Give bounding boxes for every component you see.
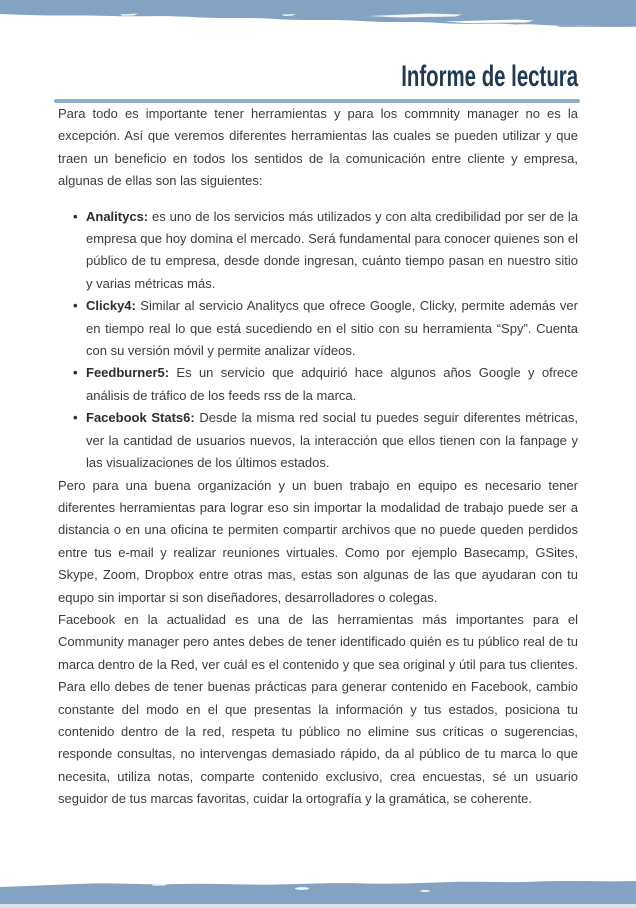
- list-item: [58, 362, 578, 407]
- page-bottom-edge: [0, 904, 636, 908]
- tool-description: Es un servicio que adquirió hace algunos años Google y ofrece análisis de tráfico de los feeds rss de la marca.: [86, 365, 578, 403]
- page-title: Informe de lectura: [401, 60, 578, 93]
- tool-name: Clicky4:: [86, 298, 136, 314]
- title-row: [58, 62, 578, 92]
- bullet-marker: •: [73, 298, 78, 314]
- tool-name: Analitycs:: [86, 208, 149, 224]
- tool-description: es uno de los servicios más utilizados y con alta credibilidad por ser de la empresa que hoy domina el mercado. Será fundamental para conocer quienes son el público de tu empresa, desde donde ingresan, cuánto tiempo pasan en nuestro sitio y varias métricas más.: [86, 208, 578, 291]
- tool-name: Feedburner5:: [86, 365, 170, 381]
- bullet-marker: •: [73, 365, 78, 381]
- bottom-brush-band: [0, 880, 636, 908]
- brush-stroke-graphic: [0, 880, 636, 908]
- tool-description: Similar al servicio Analitycs que ofrece Google, Clicky, permite además ver en tiempo real lo que está sucediendo en el sitio con su herramienta “Spy”. Cuenta con su versión móvil y permite analizar vídeos.: [86, 298, 578, 359]
- teamwork-paragraph: Pero para una buena organización y un buen trabajo en equipo es necesario tener diferentes herramientas para lograr eso sin importar la modalidad de trabajo puede ser a distancia o en una oficina te permiten compartir archivos que no puede queden perdidos entre tus e-mail y realizar reuniones virtuales. Como por ejemplo Basecamp, GSites, Skype, Zoom, Dropbox entre otras mas, estas son algunas de las que ayudaran con tu equpo sin importar si son diseñadores, desarrolladores o colegas.: [58, 477, 578, 605]
- tool-name: Facebook Stats6:: [86, 410, 195, 426]
- bullet-marker: •: [73, 208, 78, 224]
- intro-paragraph: Para todo es importante tener herramientas y para los commnity manager no es la excepción. Así que veremos diferentes herramientas las cuales se pueden utilizar y que traen un beneficio en todos los sentidos de la comunicación entre cliente y empresa, algunas de ellas son las siguientes:: [58, 106, 578, 189]
- list-item: [58, 295, 578, 362]
- facebook-paragraph: Facebook en la actualidad es una de las herramientas más importantes para el Community manager pero antes debes de tener identificado quién es tu público real de tu marca dentro de la Red, ver cuál es el contenido y que sea original y útil para tus clientes. Para ello debes de tener buenas prácticas para generar contenido en Facebook, cambio constante del modo en el que presentas la información y tus estados, posiciona tu contenido dentro de la red, respeta tu público no elimine sus críticas o sugerencias, responde consultas, no intervengas demasiado rápido, da al público de tu marca lo que necesita, utiliza notas, comparte contenido exclusivo, crea encuestas, sé un usuario seguidor de tus marcas favoritas, cuidar la ortografía y la gramática, se coherente.: [58, 611, 578, 807]
- tool-description: Desde la misma red social tu puedes seguir diferentes métricas, ver la cantidad de usuarios nuevos, la interacción que ellos tienen con la fanpage y las visualizaciones de los últimos estados.: [86, 410, 578, 471]
- bullet-marker: •: [73, 410, 78, 426]
- tools-list: [58, 206, 578, 475]
- list-item: [58, 407, 578, 474]
- list-item: [58, 206, 578, 296]
- document-body: [58, 0, 578, 811]
